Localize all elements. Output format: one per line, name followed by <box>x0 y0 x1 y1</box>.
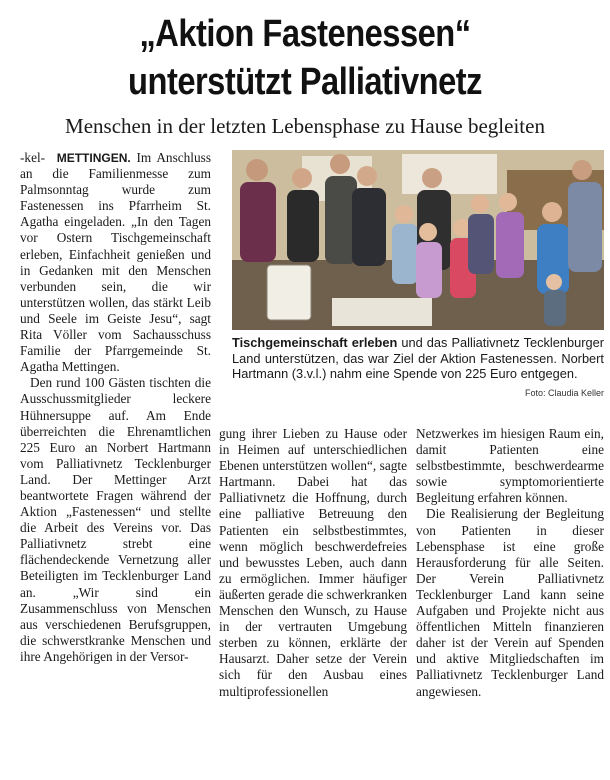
photo-table <box>332 298 432 326</box>
group-photo-illustration <box>232 150 604 330</box>
press-photo <box>232 150 604 330</box>
caption-lead: Tischgemeinschaft erleben <box>232 335 398 350</box>
headline-line-1: „Aktion Fastenessen“ <box>139 13 471 55</box>
article-column-2 <box>219 426 407 700</box>
paragraph-2: Den rund 100 Gästen tischten die Ausschussmitglieder leckere Hühnersuppe auf. Am Ende überreichten die Ehrenamtlichen 225 Euro an Norbert Hartmann vom Palliativnetz Tecklenburger Land. Der Mettinger Arzt beantwortete Fragen während der Aktion „Fastenessen“ und stellte die Arbeit des Vereins vor. Das Palliativnetz strebt eine flächendeckende Vernetzung aller Beteiligten im Tecklenburger Land an. „Wir sind ein Zusammenschluss von Menschen aus verschiedenen Berufsgruppen, die schwerstkranke Menschen und ihre Angehörigen in der Versor- <box>20 375 211 664</box>
paragraph-intro <box>20 150 211 375</box>
photo-credit: Foto: Claudia Keller <box>524 388 604 398</box>
paragraph-5: Die Realisierung der Begleitung von Patienten in dieser Lebensphase ist eine große Herausforderung für alle Seiten. Der Verein Palliativnetz Tecklenburger Land kann seine Aufgaben und Projekte nicht aus öffentlichen Mitteln finanzieren daher ist der Verein auf Spenden und aktive Mitgliedschaften im Palliativnetz Tecklenburger Land angewiesen. <box>416 506 604 699</box>
caption-text: und das Palliativnetz Tecklenburger Land unterstützen, das war Ziel der Aktion Fastenessen. Norbert Hartmann (3.v.l.) nahm eine Spende von 225 Euro entgegen. <box>232 335 604 382</box>
photo-soup-pot <box>267 265 311 320</box>
byline: -kel- <box>20 150 46 165</box>
subheadline: Menschen in der letzten Lebensphase zu Hause begleiten <box>65 114 545 138</box>
photo-caption <box>232 335 604 382</box>
dateline: METTINGEN. <box>56 151 131 165</box>
paragraph-1-text: Im Anschluss an die Familienmesse zum Palmsonntag wurde zum Fastenessen ins Pfarrheim St. Agatha eingeladen. „In den Tagen vor Ostern Tischgemeinschaft erleben, Einfachheit genießen und in Gedanken mit den Menschen verbunden sein, die wir unterstützen wollen, das stärkt Leib und Seele im Geiste Jesu“, sagt Rita Völler vom Sachausschuss Familie der Pfarrgemeinde St. Agatha Mettingen. <box>20 150 211 375</box>
photo-window-right <box>402 154 497 194</box>
paragraph-4: Netzwerkes im hiesigen Raum ein, damit Patienten eine selbstbestimmte, beschwerdearme sowie symptomorientierte Begleitung erfahren können. <box>416 426 604 506</box>
headline-line-2: unterstützt Palliativnetz <box>128 61 482 103</box>
article-column-1 <box>20 150 211 665</box>
article-column-3 <box>416 426 604 700</box>
paragraph-3: gung ihrer Lieben zu Hause oder in Heimen auf unterschiedlichen Ebenen unterstützen wollen“, sagte Hartmann. Dabei hat das Palliativnetz die Hoffnung, durch eine palliative Betreuung den Patienten ein selbstbestimmtes, wenn möglich beschwerdefreies und bewusstes Leben, auch dann zu ermöglichen. Immer häufiger äußerten gerade die schwerkranken Menschen den Wunsch, zu Hause in der vertrauten Umgebung sterben zu können, erklärte der Hausarzt. Daher setze der Verein sich für den Ausbau eines multiprofessionellen <box>219 426 407 699</box>
